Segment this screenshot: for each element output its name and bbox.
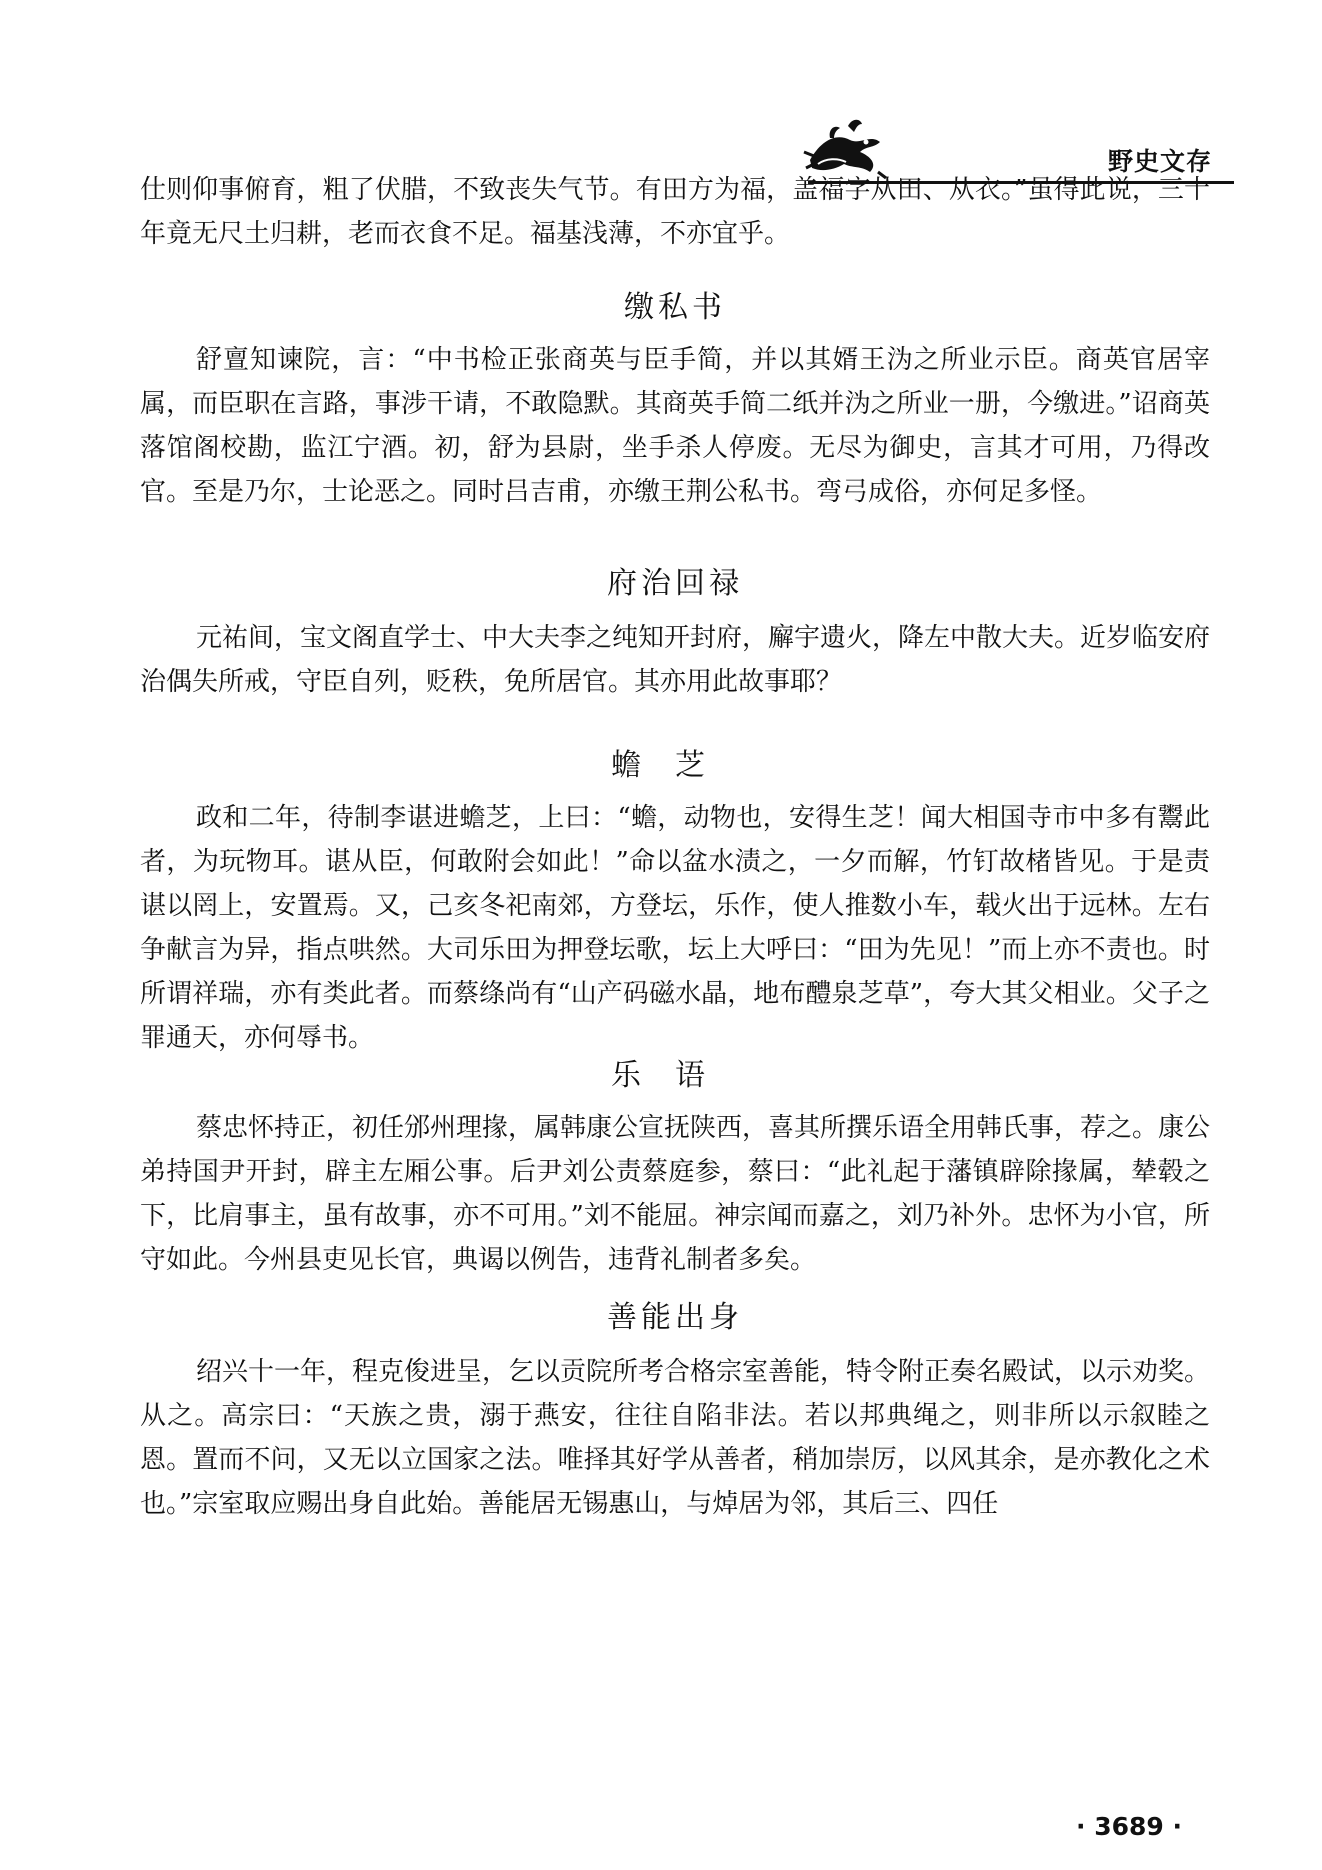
section-body-chanzhi: 政和二年，待制李谌进蟾芝，上曰：“蟾，动物也，安得生芝！闻大相国寺市中多有鬻此者，为玩物耳。谌从臣，何敢附会如此！”命以盆水渍之，一夕而解，竹钉故楮皆见。于是责谌以罔上，安置焉。又，己亥冬祀南郊，方登坛，乐作，使人推数小车，载火出于远林。左右争献言为异，指点哄然。大司乐田为押登坛歌，坛上大呼曰：“田为先见！”而上亦不责也。时所谓祥瑞，亦有类此者。而蔡绦尚有“山产码磁水晶，地布醴泉芝草”，夸大其父相业。父子之罪通天，亦何辱书。: [140, 803, 1210, 1053]
section-title-fuzhihuilu: 府治回禄: [607, 566, 743, 601]
section-title-jiaosishu: 缴私书: [624, 290, 726, 325]
section-body-leyu: 蔡忠怀持正，初任邠州理掾，属韩康公宣抚陕西，喜其所撰乐语全用韩氏事，荐之。康公弟持国尹开封，辟主左厢公事。后尹刘公责蔡庭参，蔡曰：“此礼起于藩镇辟除掾属，辇毂之下，比肩事主，虽有故事，亦不可用。”刘不能屈。神宗闻而嘉之，刘乃补外。忠怀为小官，所守如此。今州县吏见长官，典谒以例告，违背礼制者多矣。: [140, 1113, 1211, 1275]
section-title-chanzhi: 蟾芝: [611, 748, 739, 783]
section-body-fuzhihuilu: 元祐间，宝文阁直学士、中大夫李之纯知开封府，廨宇遗火，降左中散大夫。近岁临安府治偶失所戒，守臣自列，贬秩，免所居官。其亦用此故事耶？: [140, 623, 1211, 697]
section-body-shannengchushen: 绍兴十一年，程克俊进呈，乞以贡院所考合格宗室善能，特令附正奏名殿试，以示劝奖。从之。高宗曰：“天族之贵，溺于燕安，往往自陷非法。若以邦典绳之，则非所以示叙睦之恩。置而不问，又无以立国家之法。唯择其好学从善者，稍加崇厉，以风其余，是亦教化之术也。”宗室取应赐出身自此始。善能居无锡惠山，与焯居为邻，其后三、四任: [140, 1357, 1211, 1519]
section-body-jiaosishu: 舒亶知谏院，言：“中书检正张商英与臣手简，并以其婿王沩之所业示臣。商英官居宰属，而臣职在言路，事涉干请，不敢隐默。其商英手简二纸并沩之所业一册，今缴进。”诏商英落馆阁校勘，监江宁酒。初，舒为县尉，坐手杀人停废。无尽为御史，言其才可用，乃得改官。至是乃尔，士论恶之。同时吕吉甫，亦缴王荆公私书。弯弓成俗，亦何足多怪。: [140, 345, 1210, 507]
page-number: · 3689 ·: [1076, 1812, 1182, 1841]
section-title-shannengchushen: 善能出身: [607, 1300, 743, 1335]
intro-paragraph: 仕则仰事俯育，粗了伏腊，不致丧失气节。有田方为福，盖福字从田、从衣。”虽得此说，三十年竟无尺土归耕，老而衣食不足。福基浅薄，不亦宜乎。: [140, 175, 1210, 249]
section-title-leyu: 乐语: [611, 1058, 739, 1093]
header-title: 野史文存: [1107, 147, 1212, 176]
